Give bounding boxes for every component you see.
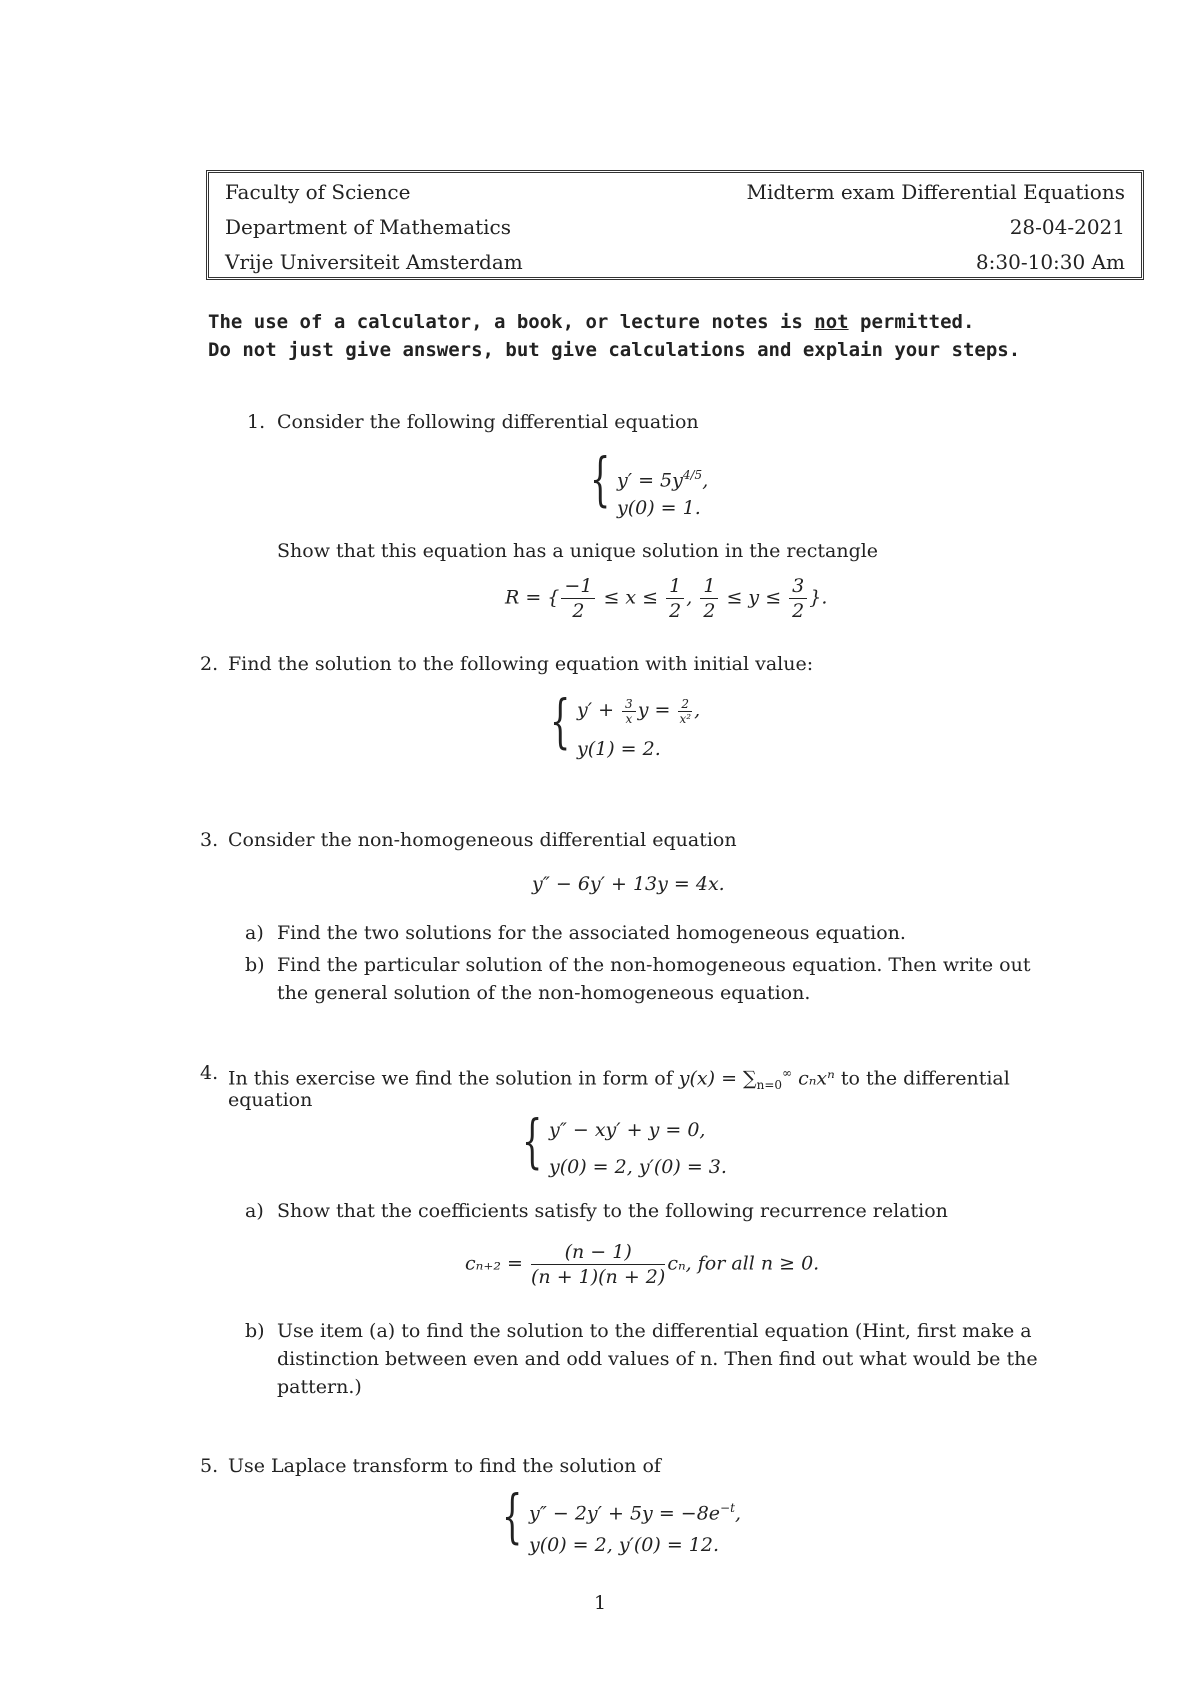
rec-cond: for all n ≥ 0. (691, 1252, 820, 1275)
rect-mid2: ≤ y ≤ (720, 586, 788, 609)
q1-eq2: y(0) = 1. (617, 497, 701, 519)
q4b-text: Use item (a) to find the solution to the differential equation (Hint, first make a distinction between even and odd values of n. Then find out what would be the pattern.) (277, 1320, 1038, 1398)
header-row-1 (225, 177, 1125, 207)
q1-text: Consider the following differential equation (277, 411, 699, 433)
rec-rhs: cₙ, (667, 1252, 692, 1275)
rec-lhs: cₙ₊₂ = (465, 1252, 529, 1275)
exam-time: 8:30-10:30 Am (975, 250, 1125, 274)
q2-eq2: y(1) = 2. (577, 738, 661, 760)
frac-3 (700, 574, 718, 623)
q4-text-pre: In this exercise we find the solution in form of (228, 1067, 679, 1090)
frac-3-den: 2 (703, 600, 716, 622)
q5-number: 5. (200, 1455, 219, 1477)
frac-1-num: −1 (561, 574, 595, 599)
q2-eq1-a: y′ + (577, 699, 621, 721)
exam-date: 28-04-2021 (1009, 215, 1125, 239)
q2-text: Find the solution to the following equation with initial value: (228, 653, 814, 675)
q1-eq1-end: , (702, 469, 709, 492)
q3b-text: Find the particular solution of the non-homogeneous equation. Then write out the general solution of the non-homogeneous equation. (277, 954, 1031, 1004)
q4a-label: a) (245, 1200, 264, 1222)
header-row-3 (225, 247, 1125, 277)
q1-eq1-main: y′ = 5y (617, 469, 683, 492)
q4-text-post: to the differential (834, 1067, 1010, 1090)
q3a-text: Find the two solutions for the associated homogeneous equation. (277, 922, 906, 944)
faculty-label: Faculty of Science (225, 180, 411, 204)
q2-frac-1 (622, 697, 636, 726)
q2-frac-1-den: x (625, 711, 633, 726)
q3-equation: y″ − 6y′ + 13y = 4x. (532, 873, 725, 895)
q2-frac-1-num: 3 (622, 697, 636, 712)
rect-comma: , (686, 586, 699, 609)
q2-frac-2-num: 2 (678, 697, 692, 712)
q2-eq1 (577, 696, 700, 726)
rect-mid1: ≤ x ≤ (597, 586, 665, 609)
q4-series-sup: ∞ (782, 1066, 793, 1080)
q5-eq1-end: , (734, 1502, 741, 1525)
q3b-label: b) (245, 954, 265, 976)
page-number: 1 (593, 1592, 607, 1614)
q4a-text: Show that the coefficients satisfy to the following recurrence relation (277, 1200, 948, 1222)
q1-rectangle (505, 574, 827, 623)
rect-pre: R = { (505, 586, 560, 609)
header-row-2 (225, 212, 1125, 242)
department-label: Department of Mathematics (225, 215, 512, 239)
q3a-label: a) (245, 922, 264, 944)
frac-2 (666, 574, 684, 623)
q4-text-line2: equation (228, 1089, 313, 1111)
exam-header-box (206, 170, 1144, 280)
rec-den: (n + 1)(n + 2) (531, 1266, 666, 1288)
q4-brace: { (522, 1107, 543, 1175)
frac-2-den: 2 (669, 600, 682, 622)
q5-brace: { (502, 1482, 523, 1550)
frac-4-den: 2 (792, 600, 805, 622)
q5-eq1-main: y″ − 2y′ + 5y = −8e (529, 1502, 721, 1525)
q1-eq1 (617, 461, 708, 494)
rec-frac (531, 1240, 665, 1289)
frac-2-num: 1 (666, 574, 684, 599)
instr-not: not (814, 311, 849, 333)
q1-text2: Show that this equation has a unique solution in the rectangle (277, 540, 879, 562)
instr-text-end: permitted. (848, 311, 975, 333)
rec-num: (n − 1) (531, 1240, 665, 1265)
q2-frac-2 (678, 697, 692, 726)
q5-eq1-exp: −t (720, 1501, 735, 1515)
frac-3-num: 1 (700, 574, 718, 599)
q4-text (228, 1059, 1010, 1099)
q1-number: 1. (247, 411, 266, 433)
frac-1 (561, 574, 595, 623)
q4-series: y(x) = ∑ (678, 1067, 757, 1090)
q4-series-sub: n=0 (756, 1078, 783, 1093)
q1-brace: { (590, 445, 611, 513)
frac-4 (789, 574, 807, 623)
q1-eq1-exp: 4/5 (682, 468, 703, 482)
q2-frac-2-den: x² (679, 711, 692, 726)
instr-text: The use of a calculator, a book, or lecture notes is (208, 311, 815, 333)
q3-text: Consider the non-homogeneous differential equation (228, 829, 737, 851)
q2-eq1-b: y = (637, 699, 677, 721)
exam-title: Midterm exam Differential Equations (746, 180, 1125, 204)
q2-eq1-end: , (694, 699, 701, 721)
q5-text: Use Laplace transform to find the solution of (228, 1455, 661, 1477)
university-label: Vrije Universiteit Amsterdam (225, 250, 523, 274)
q5-eq2: y(0) = 2, y′(0) = 12. (529, 1534, 719, 1556)
q4-eq2: y(0) = 2, y′(0) = 3. (549, 1156, 727, 1178)
q4-eq1: y″ − xy′ + y = 0, (549, 1119, 706, 1141)
q4-series-term: cₙxⁿ (792, 1067, 835, 1090)
q4-recurrence (465, 1240, 819, 1289)
q5-eq1 (529, 1494, 741, 1527)
q4-number: 4. (200, 1062, 219, 1084)
instructions-line-2: Do not just give answers, but give calculations and explain your steps. (208, 339, 1021, 361)
q2-brace: { (550, 687, 571, 755)
frac-1-den: 2 (572, 600, 585, 622)
q2-number: 2. (200, 653, 219, 675)
instructions-line-1 (208, 308, 1108, 336)
frac-4-num: 3 (789, 574, 807, 599)
rect-end: }. (809, 586, 828, 609)
q4b-label: b) (245, 1320, 265, 1342)
q3-number: 3. (200, 829, 219, 851)
